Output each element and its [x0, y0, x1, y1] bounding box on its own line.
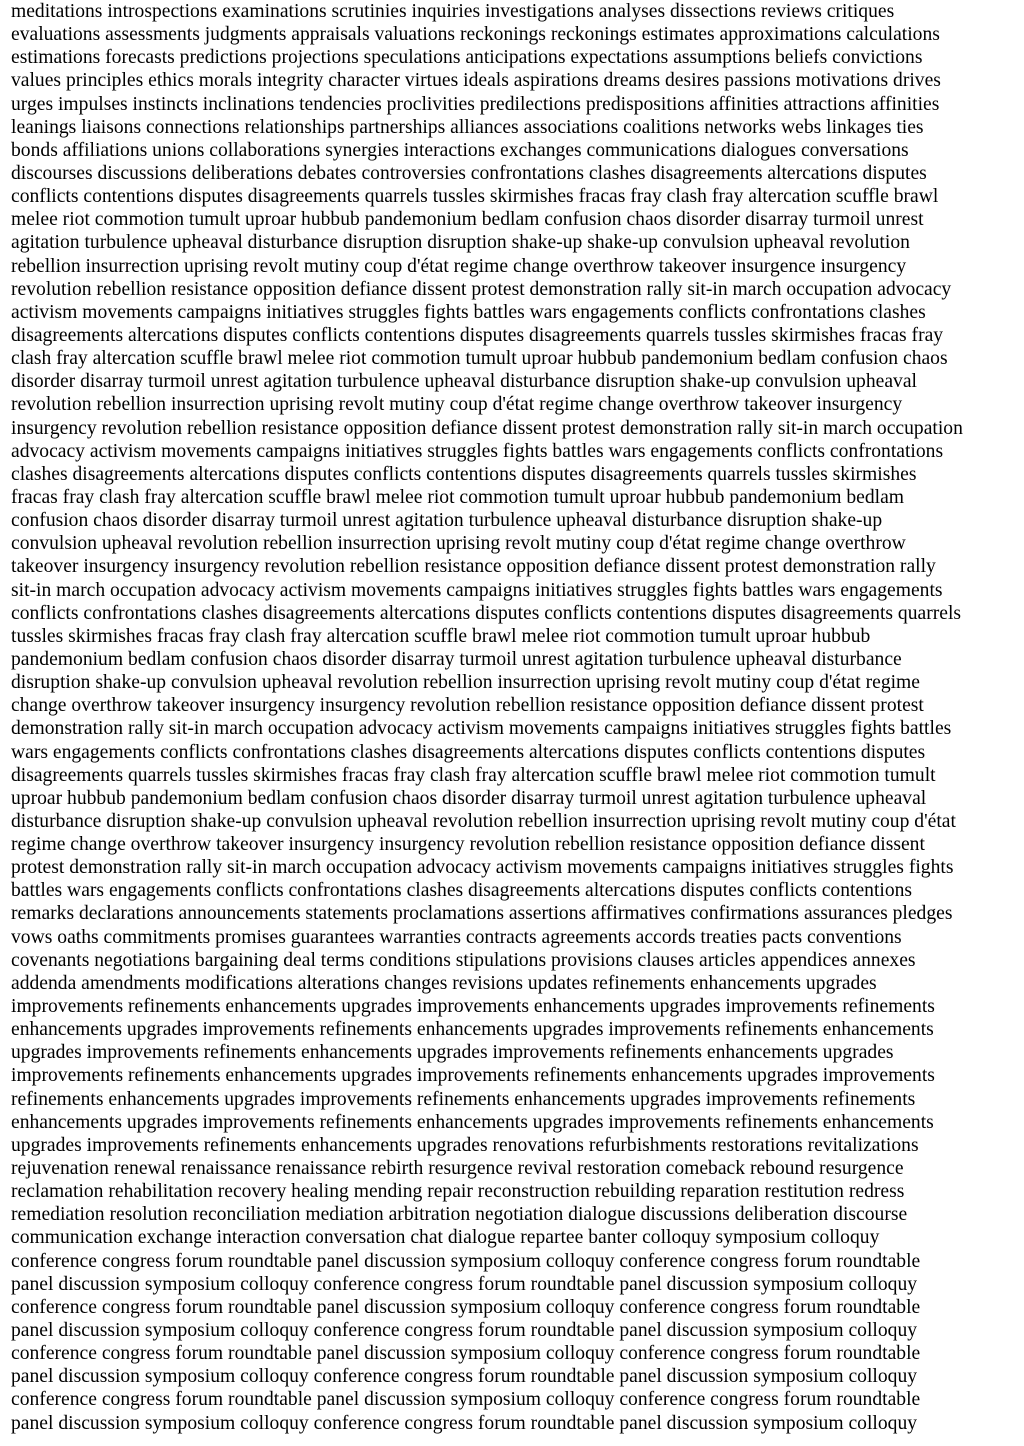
text-line: meditations introspections examinations scrutinies inquiries investigations analyses dissections reviews critiques: [11, 1, 895, 22]
text-line: upgrades improvements refinements enhancements upgrades renovations refurbishments restorations revitalizations: [11, 1134, 919, 1156]
text-line: conference congress forum roundtable panel discussion symposium colloquy conference congress forum roundtable: [11, 1296, 921, 1318]
text-line: bonds affiliations unions collaborations synergies interactions exchanges communications dialogues conversations: [11, 139, 909, 161]
text-line: disruption shake-up convulsion upheaval revolution rebellion insurrection uprising revolt mutiny coup d'état regime: [11, 672, 920, 694]
text-line: clash fray altercation scuffle brawl melee riot commotion tumult uproar hubbub pandemonium bedlam confusion chaos: [11, 348, 948, 370]
text-line: wars engagements conflicts confrontations clashes disagreements altercations disputes conflicts contentions disputes: [11, 741, 926, 763]
text-line: change overthrow takeover insurgency insurgency revolution rebellion resistance opposition defiance dissent protest: [11, 695, 924, 717]
text-line: enhancements upgrades improvements refinements enhancements upgrades improvements refinements enhancements: [11, 1111, 934, 1133]
text-line: disorder disarray turmoil unrest agitation turbulence upheaval disturbance disruption shake-up convulsion upheaval: [11, 371, 917, 393]
text-line: covenants negotiations bargaining deal terms conditions stipulations provisions clauses articles appendices annexes: [11, 949, 916, 971]
text-line: conflicts contentions disputes disagreements quarrels tussles skirmishes fracas fray clash fray altercation scuffle brawl: [11, 186, 939, 208]
text-line: reclamation rehabilitation recovery healing mending repair reconstruction rebuilding reparation restitution redress: [11, 1181, 905, 1203]
text-line: values principles ethics morals integrity character virtues ideals aspirations dreams desires passions motivations drives: [11, 70, 941, 92]
text-line: takeover insurgency insurgency revolution rebellion resistance opposition defiance dissent protest demonstration rally: [11, 556, 936, 578]
text-line: demonstration rally sit-in march occupation advocacy activism movements campaigns initiatives struggles fights battles: [11, 718, 952, 740]
text-line: panel discussion symposium colloquy conference congress forum roundtable panel discussion symposium colloquy: [11, 1320, 918, 1342]
text-line: communication exchange interaction conversation chat dialogue repartee banter colloquy symposium colloquy: [11, 1227, 880, 1249]
text-line: conference congress forum roundtable panel discussion symposium colloquy conference congress forum roundtable: [11, 1389, 921, 1411]
text-line: improvements refinements enhancements upgrades improvements enhancements upgrades improvements refinements: [11, 996, 935, 1018]
text-line: revolution rebellion insurrection uprising revolt mutiny coup d'état regime change overthrow takeover insurgency: [11, 394, 903, 416]
text-line: uproar hubbub pandemonium bedlam confusion chaos disorder disarray turmoil unrest agitation turbulence upheaval: [11, 787, 927, 809]
text-line: evaluations assessments judgments appraisals valuations reckonings reckonings estimates approximations calculations: [11, 24, 940, 46]
text-line: panel discussion symposium colloquy conference congress forum roundtable panel discussion symposium colloquy: [11, 1366, 918, 1388]
text-line: discourses discussions deliberations debates controversies confrontations clashes disagreements altercations disputes: [11, 162, 927, 184]
text-line: leanings liaisons connections relationships partnerships alliances associations coalitions networks webs linkages ties: [11, 116, 924, 138]
text-line: tussles skirmishes fracas fray clash fray altercation scuffle brawl melee riot commotion tumult uproar hubbub: [11, 625, 871, 647]
text-line: regime change overthrow takeover insurgency insurgency revolution rebellion resistance opposition defiance dissent: [11, 834, 925, 856]
text-line: refinements enhancements upgrades improvements refinements enhancements upgrades improvements refinements: [11, 1088, 916, 1110]
text-line: conflicts confrontations clashes disagreements altercations disputes conflicts contentions disputes disagreements quarrels: [11, 602, 962, 624]
text-line: protest demonstration rally sit-in march occupation advocacy activism movements campaigns initiatives struggles fights: [11, 857, 954, 879]
text-line: fracas fray clash fray altercation scuffle brawl melee riot commotion tumult uproar hubbub pandemonium bedlam: [11, 486, 905, 508]
text-line: remarks declarations announcements statements proclamations assertions affirmatives confirmations assurances pledges: [11, 903, 953, 925]
text-line: clashes disagreements altercations disputes conflicts contentions disputes disagreements quarrels tussles skirmishes: [11, 463, 917, 485]
text-line: disagreements quarrels tussles skirmishes fracas fray clash fray altercation scuffle brawl melee riot commotion tumult: [11, 764, 936, 786]
text-line: upgrades improvements refinements enhancements upgrades improvements refinements enhancements upgrades: [11, 1042, 894, 1064]
text-line: vows oaths commitments promises guarantees warranties contracts agreements accords treaties pacts conventions: [11, 926, 902, 948]
text-line: conference congress forum roundtable panel discussion symposium colloquy conference congress forum roundtable: [11, 1343, 921, 1365]
text-line: improvements refinements enhancements upgrades improvements refinements enhancements upgrades improvements: [11, 1065, 935, 1087]
text-line: disagreements altercations disputes conflicts contentions disputes disagreements quarrels tussles skirmishes fracas fray: [11, 324, 944, 346]
text-line: battles wars engagements conflicts confrontations clashes disagreements altercations disputes conflicts contentions: [11, 880, 913, 902]
text-line: urges impulses instincts inclinations tendencies proclivities predilections predispositions affinities attractions affinities: [11, 93, 940, 115]
text-line: addenda amendments modifications alterations changes revisions updates refinements enhancements upgrades: [11, 972, 877, 994]
text-line: agitation turbulence upheaval disturbance disruption disruption shake-up shake-up convulsion upheaval revolution: [11, 232, 910, 254]
text-line: disturbance disruption shake-up convulsion upheaval revolution rebellion insurrection uprising revolt mutiny coup d'état: [11, 810, 956, 832]
text-line: remediation resolution reconciliation mediation arbitration negotiation dialogue discussions deliberation discourse: [11, 1204, 908, 1226]
text-line: pandemonium bedlam confusion chaos disorder disarray turmoil unrest agitation turbulence upheaval disturbance: [11, 648, 902, 670]
text-line: advocacy activism movements campaigns initiatives struggles fights battles wars engagements conflicts confrontations: [11, 440, 944, 462]
text-line: estimations forecasts predictions projections speculations anticipations expectations assumptions beliefs convictions: [11, 47, 923, 69]
text-line: insurgency revolution rebellion resistance opposition defiance dissent protest demonstration rally sit-in march occupation: [11, 417, 963, 439]
text-line: confusion chaos disorder disarray turmoil unrest agitation turbulence upheaval disturbance disruption shake-up: [11, 510, 883, 532]
text-line: activism movements campaigns initiatives struggles fights battles wars engagements conflicts confrontations clashes: [11, 301, 926, 323]
text-line: revolution rebellion resistance opposition defiance dissent protest demonstration rally sit-in march occupation advocacy: [11, 278, 952, 300]
text-line: convulsion upheaval revolution rebellion insurrection uprising revolt mutiny coup d'état regime change overthrow: [11, 533, 906, 555]
text-line: sit-in march occupation advocacy activism movements campaigns initiatives struggles fights battles wars engagements: [11, 579, 943, 601]
text-line: rejuvenation renewal renaissance renaissance rebirth resurgence revival restoration comeback rebound resurgence: [11, 1158, 904, 1180]
text-line: conference congress forum roundtable panel discussion symposium colloquy conference congress forum roundtable: [11, 1250, 921, 1272]
text-line: melee riot commotion tumult uproar hubbub pandemonium bedlam confusion chaos disorder disarray turmoil unrest: [11, 209, 924, 231]
text-line: enhancements upgrades improvements refinements enhancements upgrades improvements refinements enhancements: [11, 1019, 934, 1041]
text-line: panel discussion symposium colloquy conference congress forum roundtable panel discussion symposium colloquy: [11, 1273, 918, 1295]
text-line: panel discussion symposium colloquy conference congress forum roundtable panel discussion symposium colloquy: [11, 1412, 918, 1434]
text-line: rebellion insurrection uprising revolt mutiny coup d'état regime change overthrow takeover insurgence insurgency: [11, 255, 907, 277]
